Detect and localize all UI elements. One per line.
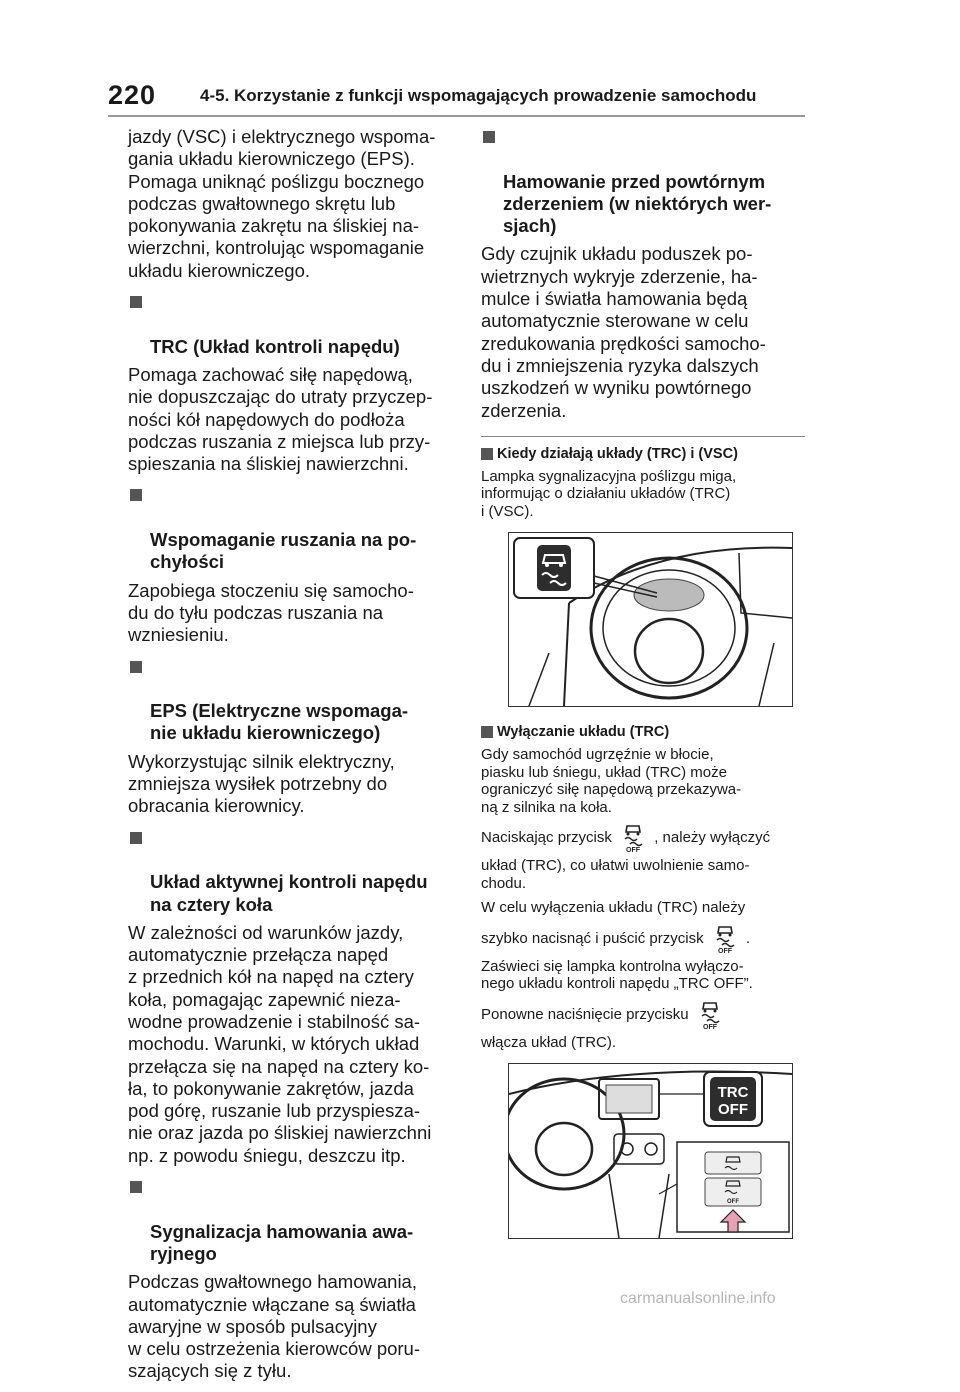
slip-indicator-illustration [508, 532, 793, 707]
section-heading-awd [128, 827, 453, 916]
section-text-hill-start: Zapobiega stoczeniu się samocho- du do tyłu podczas ruszania na wzniesieniu. [128, 579, 414, 646]
dashboard-drawing [509, 533, 792, 706]
note-heading-text: Kiedy działają układy (TRC) i (VSC) [497, 445, 738, 462]
again-before-text: Ponowne naciśnięcie przycisku [481, 1005, 689, 1023]
press-after-text: , należy wyłączyć [654, 829, 771, 847]
watermark: carmanualsonline.info [620, 1290, 776, 1307]
vsc-off-button-icon [697, 1000, 723, 1030]
note-text-trc-off: Gdy samochód ugrzęźnie w błocie, piasku lub śniegu, układ (TRC) może ograniczyć siłę napędową przekazywa- ną z silnika na koła. [481, 746, 742, 816]
chapter-title: 4-5. Korzystanie z funkcji wspomagających prowadzenie samochodu [200, 86, 757, 105]
vsc-off-button-icon [712, 924, 738, 954]
section-heading-hill-start [128, 484, 453, 573]
icon-off-label: OFF [626, 847, 641, 854]
section-heading-text: TRC (Układ kontroli napędu) [150, 335, 400, 357]
bullet-square-icon [481, 448, 493, 460]
bullet-square-icon [481, 726, 493, 738]
bullet-square-icon [483, 131, 495, 143]
page-number: 220 [108, 80, 157, 110]
zoom-off-label: OFF [727, 1199, 739, 1206]
note-text-trc-vsc: Lampka sygnalizacyjna poślizgu miga, informując o działaniu układów (TRC) i (VSC). [481, 467, 737, 520]
quick-continuation-text: Zaświeci się lampka kontrolna wyłączo- nego układu kontroli napędu „TRC OFF”. [481, 957, 753, 993]
press-again-line [481, 1000, 805, 1030]
bullet-square-icon [130, 661, 142, 673]
bullet-square-icon [130, 489, 142, 501]
section-text-trc: Pomaga zachować siłę napędową, nie dopuszczając do utraty przyczep- ności kół napędowych do podłoża podczas ruszania z miejsca lub przy- spieszania na śliskiej nawierzchni. [128, 363, 433, 475]
section-text-emergency-brake-signal: Podczas gwałtownego hamowania, automatycznie włączane są światła awaryjne w sposób pulsacyjny w celu ostrzeżenia kierowców poru- szających się z tyłu. [128, 1271, 421, 1382]
intro-paragraph: jazdy (VSC) i elektrycznego wspoma- gania układu kierowniczego (EPS). Pomaga uniknąć poślizgu bocznego podczas gwałtownego skrętu lub pokonywania zakrętu na śliskiej na- wierzchni, kontrolując wspomaganie układu kierowniczego. [128, 126, 436, 281]
section-heading-text: Hamowanie przed powtórnym zderzeniem (w niektórych wer- sjach) [503, 170, 772, 237]
icon-off-label: OFF [717, 947, 732, 954]
trc-indicator-line1: TRC [717, 1084, 749, 1102]
trc-indicator-line2: OFF [718, 1101, 748, 1119]
section-text-eps: Wykorzystując silnik elektryczny, zmniejsza wysiłek potrzebny do obracania kierownicy. [128, 750, 395, 817]
console-drawing [509, 1064, 792, 1238]
section-heading-emergency-brake-signal [128, 1176, 453, 1265]
icon-off-label: OFF [702, 1023, 717, 1030]
quick-press-line1: W celu wyłączenia układu (TRC) należy [481, 899, 746, 917]
trc-off-button-illustration [508, 1063, 793, 1239]
section-heading-trc [128, 291, 453, 358]
right-column [481, 126, 805, 1255]
quick-before-text: szybko nacisnąć i puścić przycisk [481, 929, 704, 947]
section-heading-text: Wspomaganie ruszania na po- chyłości [150, 529, 417, 573]
section-heading-text: EPS (Elektryczne wspomaga- nie układu kierowniczego) [150, 700, 409, 744]
header-divider [108, 115, 805, 117]
bullet-square-icon [130, 296, 142, 308]
press-before-text: Naciskając przycisk [481, 829, 612, 847]
section-heading-text: Układ aktywnej kontroli napędu na cztery koła [150, 871, 428, 915]
press-continuation-text: układ (TRC), co ułatwi uwolnienie samo- chodu. [481, 857, 750, 892]
quick-after-text: . [745, 929, 751, 947]
section-heading-eps [128, 656, 453, 745]
note-heading-text: Wyłączanie układu (TRC) [497, 724, 670, 741]
again-continuation-text: włącza układ (TRC). [481, 1033, 617, 1051]
note-heading-trc-off [481, 723, 805, 741]
vsc-off-button-icon [620, 823, 646, 853]
section-text-awd: W zależności od warunków jazdy, automatycznie przełącza napęd z przednich kół na napęd na cztery koła, pomagając zapewnić nieza- wodne prowadzenie i stabilność sa- mochodu. Warunki, w których układ przełącza się na napęd na cztery ko- ła, to pokonywanie zakrętów, jazda pod górę, ruszanie lub przyspiesza- nie oraz jazda po śliskiej nawierzchni np. z powodu śniegu, deszczu itp. [128, 921, 432, 1166]
bullet-square-icon [130, 1181, 142, 1193]
note-heading-trc-vsc [481, 445, 805, 463]
section-heading-secondary-collision-brake [481, 126, 805, 237]
notes-divider [481, 436, 805, 437]
press-instruction-line [481, 823, 805, 853]
bullet-square-icon [130, 832, 142, 844]
left-column [128, 126, 453, 1392]
section-heading-text: Sygnalizacja hamowania awa- ryjnego [150, 1220, 414, 1264]
quick-press-line [481, 924, 805, 954]
section-text-secondary-collision-brake: Gdy czujnik układu poduszek po- wietrznych wykryje zderzenie, ha- mulce i światła hamowania będą automatycznie sterowane w celu zredukowania prędkości samocho- du i zmniejszenia ryzyka dalszych uszkodzeń w wyniku powtórnego zderzenia. [481, 243, 766, 421]
